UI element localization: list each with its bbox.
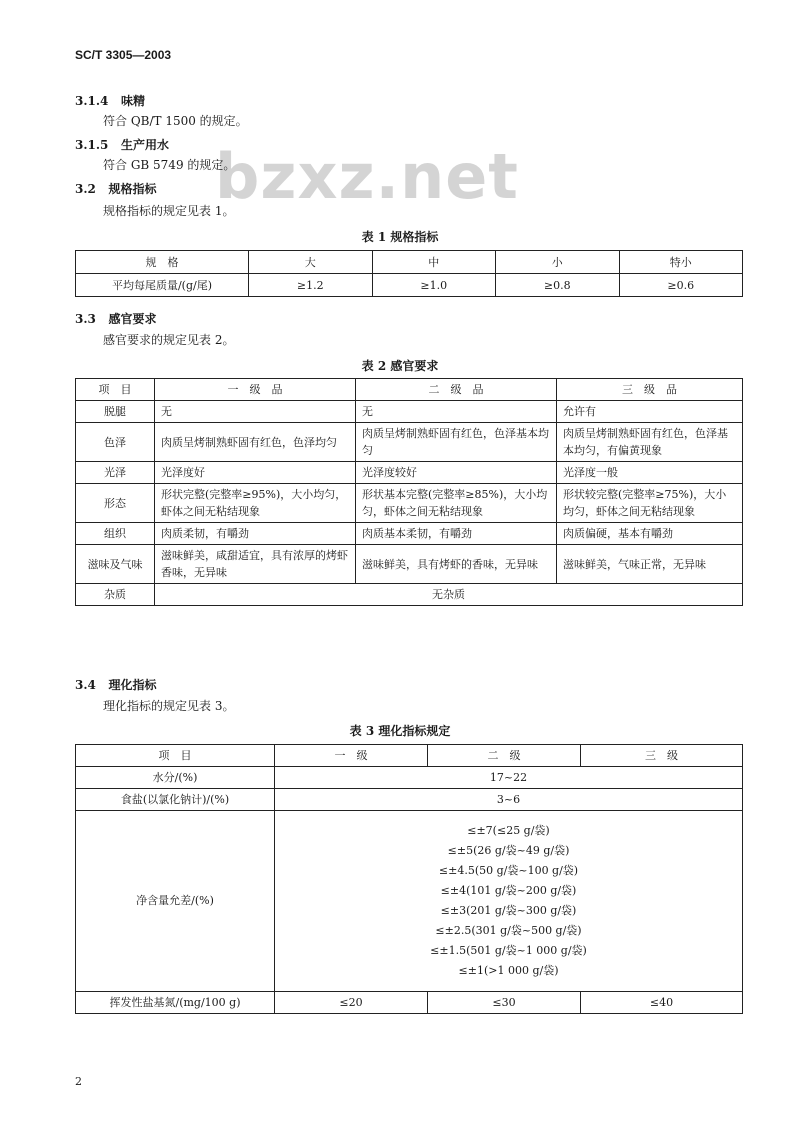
table-cell: 平均每尾质量/(g/尾): [76, 274, 249, 297]
table-row: [76, 462, 743, 484]
table-header-cell: 中: [372, 251, 496, 274]
table-header-cell: 项 目: [76, 379, 155, 401]
table-header-row: [76, 745, 743, 767]
section-title: 感官要求: [108, 312, 157, 326]
table-cell: 肉质呈烤制熟虾固有红色，色泽均匀: [155, 423, 356, 462]
table-row: [76, 767, 743, 789]
table-row: [76, 423, 743, 462]
table-header-cell: 一 级: [275, 745, 428, 767]
table-cell: 脱腿: [76, 401, 155, 423]
table-cell: 光泽度好: [155, 462, 356, 484]
section-number: 3.2: [75, 182, 96, 196]
standard-code: SC/T 3305—2003: [75, 48, 172, 62]
net-content-line: ≤±4(101 g/袋~200 g/袋): [440, 884, 577, 897]
table-row: [76, 992, 743, 1014]
table-header-row: [76, 379, 743, 401]
section-number: 3.1.4: [75, 94, 109, 108]
table-cell: 净含量允差/(%): [76, 811, 275, 992]
table-cell: 17~22: [275, 767, 743, 789]
table-header-row: [76, 251, 743, 274]
table-header-cell: 规 格: [76, 251, 249, 274]
table-cell: 杂质: [76, 584, 155, 606]
table-cell: 色泽: [76, 423, 155, 462]
table-header-cell: 特小: [619, 251, 743, 274]
table-row: [76, 789, 743, 811]
table-cell: 3~6: [275, 789, 743, 811]
table-cell: ≤30: [428, 992, 581, 1014]
section-3-1-5-text: 符合 GB 5749 的规定。: [103, 158, 236, 172]
watermark: bzxz.net: [215, 140, 519, 213]
section-3-1-4-text: 符合 QB/T 1500 的规定。: [103, 114, 248, 128]
table-cell: 光泽度一般: [557, 462, 743, 484]
net-content-line: ≤±4.5(50 g/袋~100 g/袋): [438, 864, 579, 877]
table-row: [76, 274, 743, 297]
table-row: [76, 523, 743, 545]
table-cell: 挥发性盐基氮/(mg/100 g): [76, 992, 275, 1014]
table-cell: 形状较完整(完整率≥75%)，大小均匀，虾体之间无粘结现象: [557, 484, 743, 523]
table-cell: ≤40: [581, 992, 743, 1014]
section-number: 3.1.5: [75, 138, 109, 152]
table-cell: ≤20: [275, 992, 428, 1014]
table-header-cell: 一 级 品: [155, 379, 356, 401]
table-row: [76, 545, 743, 584]
section-title: 生产用水: [120, 138, 169, 152]
table-header-cell: 二 级: [428, 745, 581, 767]
table-cell: 肉质呈烤制熟虾固有红色，色泽基本均匀，有偏黄现象: [557, 423, 743, 462]
section-title: 理化指标: [108, 678, 157, 692]
table-cell: 无: [356, 401, 557, 423]
net-content-line: ≤±1(>1 000 g/袋): [458, 964, 559, 977]
table3-physicochemical: [75, 744, 743, 1014]
table-header-cell: 大: [249, 251, 373, 274]
table-cell: 肉质偏硬，基本有嚼劲: [557, 523, 743, 545]
section-3-1-4-heading: [75, 92, 145, 109]
table-row: [76, 484, 743, 523]
table-cell: 滋味及气味: [76, 545, 155, 584]
table-cell: ≥0.8: [496, 274, 620, 297]
table-cell: ≥0.6: [619, 274, 743, 297]
table-header-cell: 二 级 品: [356, 379, 557, 401]
table-cell: 肉质呈烤制熟虾固有红色，色泽基本均匀: [356, 423, 557, 462]
page-number: 2: [75, 1075, 82, 1088]
table-cell: 无杂质: [155, 584, 743, 606]
table-cell: ≥1.2: [249, 274, 373, 297]
section-3-3-text: 感官要求的规定见表 2。: [103, 333, 235, 347]
section-number: 3.4: [75, 678, 96, 692]
table-cell: 滋味鲜美，咸甜适宜，具有浓厚的烤虾香味，无异味: [155, 545, 356, 584]
net-content-line: ≤±7(≤25 g/袋): [467, 824, 550, 837]
net-content-line: ≤±2.5(301 g/袋~500 g/袋): [435, 924, 582, 937]
table-cell: 形状完整(完整率≥95%)，大小均匀，虾体之间无粘结现象: [155, 484, 356, 523]
table-row: [76, 401, 743, 423]
table-cell: 允许有: [557, 401, 743, 423]
net-content-line: ≤±3(201 g/袋~300 g/袋): [440, 904, 577, 917]
table-row: [76, 584, 743, 606]
section-title: 规格指标: [108, 182, 157, 196]
table-cell: 形态: [76, 484, 155, 523]
section-3-4-heading: [75, 676, 156, 693]
table-row: [76, 811, 743, 992]
net-content-line: ≤±5(26 g/袋~49 g/袋): [447, 844, 570, 857]
table2-caption: 表 2 感官要求: [361, 359, 439, 373]
table-cell: 食盐(以氯化钠计)/(%): [76, 789, 275, 811]
table-cell: ≥1.0: [372, 274, 496, 297]
table-cell: 滋味鲜美，气味正常，无异味: [557, 545, 743, 584]
section-3-2-text: 规格指标的规定见表 1。: [103, 204, 235, 218]
table-cell: 无: [155, 401, 356, 423]
table-cell: 光泽度较好: [356, 462, 557, 484]
table2-sensory: [75, 378, 743, 606]
table-cell: 形状基本完整(完整率≥85%)，大小均匀，虾体之间无粘结现象: [356, 484, 557, 523]
table-cell: 水分/(%): [76, 767, 275, 789]
section-3-4-text: 理化指标的规定见表 3。: [103, 699, 235, 713]
table-cell: 肉质柔韧，有嚼劲: [155, 523, 356, 545]
section-3-3-heading: [75, 310, 156, 327]
table1-caption: 表 1 规格指标: [361, 230, 439, 244]
table-cell: 肉质基本柔韧，有嚼劲: [356, 523, 557, 545]
net-content-line: ≤±1.5(501 g/袋~1 000 g/袋): [430, 944, 587, 957]
table-header-cell: 三 级: [581, 745, 743, 767]
section-3-1-5-heading: [75, 136, 169, 153]
section-number: 3.3: [75, 312, 96, 326]
section-3-2-heading: [75, 180, 156, 197]
table-cell: 组织: [76, 523, 155, 545]
table1-spec: [75, 250, 743, 297]
table3-caption: 表 3 理化指标规定: [349, 724, 451, 738]
table-header-cell: 项 目: [76, 745, 275, 767]
table-cell: [275, 811, 743, 992]
section-title: 味精: [120, 94, 145, 108]
table-cell: 滋味鲜美，具有烤虾的香味，无异味: [356, 545, 557, 584]
table-cell: 光泽: [76, 462, 155, 484]
table-header-cell: 小: [496, 251, 620, 274]
table-header-cell: 三 级 品: [557, 379, 743, 401]
